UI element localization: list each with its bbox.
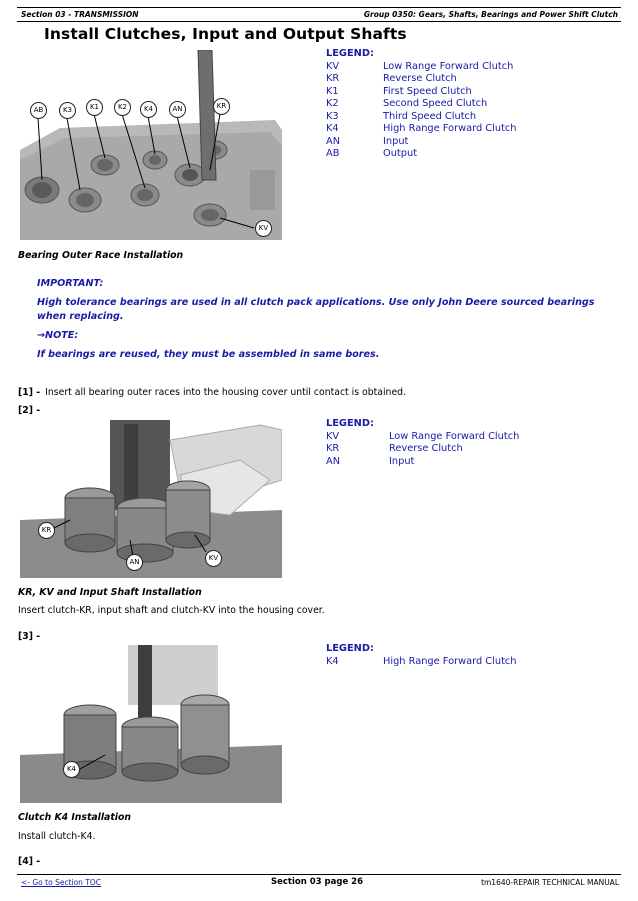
figure1-legend bbox=[326, 48, 517, 161]
callout-kv: KV bbox=[205, 550, 222, 567]
manual-name: tm1640-REPAIR TECHNICAL MANUAL bbox=[481, 878, 619, 887]
group-header: Group 0350: Gears, Shafts, Bearings and Power Shift Clutch bbox=[363, 10, 618, 19]
housing-cover-illustration bbox=[20, 50, 282, 240]
legend-title: LEGEND: bbox=[326, 418, 374, 429]
note-text: If bearings are reused, they must be assembled in same bores. bbox=[37, 349, 380, 360]
important-text-line1: High tolerance bearings are used in all clutch pack applications. Use only John Deere sourced bearings bbox=[37, 297, 595, 308]
figure1-photo bbox=[20, 50, 282, 240]
figure2-legend bbox=[326, 418, 519, 468]
legend-desc: Reverse Clutch bbox=[383, 73, 457, 84]
legend-row bbox=[326, 111, 517, 124]
legend-code: KV bbox=[326, 430, 340, 442]
legend-title: LEGEND: bbox=[326, 48, 374, 59]
section-header: Section 03 - TRANSMISSION bbox=[21, 10, 139, 19]
legend-row bbox=[326, 61, 517, 74]
legend-row bbox=[326, 123, 517, 136]
legend-row bbox=[326, 456, 519, 469]
step-text: Insert all bearing outer races into the housing cover until contact is obtained. bbox=[45, 387, 407, 398]
callout-k3: K3 bbox=[59, 102, 76, 119]
figure3-legend bbox=[326, 643, 517, 668]
legend-code: KR bbox=[326, 443, 340, 454]
figure2-text: Insert clutch-KR, input shaft and clutch-KV into the housing cover. bbox=[18, 605, 325, 616]
legend-code: AN bbox=[326, 135, 341, 147]
legend-desc: Input bbox=[383, 135, 409, 147]
callout-k1: K1 bbox=[86, 99, 103, 116]
callout-kr: KR bbox=[213, 98, 230, 115]
note-label: →NOTE: bbox=[37, 330, 79, 341]
callout-ab: AB bbox=[30, 102, 47, 119]
header-bottom-rule bbox=[17, 21, 621, 22]
legend-row bbox=[326, 148, 517, 161]
step-3-number: [3] - bbox=[18, 631, 41, 642]
figure3-caption: Clutch K4 Installation bbox=[18, 812, 131, 823]
legend-desc: Input bbox=[389, 455, 415, 467]
figure3-text: Install clutch-K4. bbox=[18, 831, 96, 842]
legend-desc: Second Speed Clutch bbox=[383, 98, 488, 109]
legend-code: KV bbox=[326, 60, 340, 72]
legend-row bbox=[326, 86, 517, 99]
legend-row bbox=[326, 656, 517, 669]
legend-title: LEGEND: bbox=[326, 643, 374, 654]
step-2-number: [2] - bbox=[18, 405, 41, 416]
footer-rule bbox=[17, 874, 621, 875]
callout-an: AN bbox=[126, 554, 143, 571]
figure1-caption: Bearing Outer Race Installation bbox=[18, 250, 184, 261]
callout-k4: K4 bbox=[63, 761, 80, 778]
legend-desc: High Range Forward Clutch bbox=[383, 655, 517, 667]
legend-code: K2 bbox=[326, 98, 339, 109]
legend-desc: Third Speed Clutch bbox=[383, 110, 477, 122]
legend-desc: First Speed Clutch bbox=[383, 85, 472, 97]
step-1 bbox=[18, 380, 406, 399]
legend-code: AB bbox=[326, 148, 340, 159]
page-number: Section 03 page 26 bbox=[271, 877, 363, 887]
header-top-rule bbox=[17, 7, 621, 8]
step-number: [1] - bbox=[18, 387, 41, 398]
callout-k2: K2 bbox=[114, 99, 131, 116]
figure3-photo bbox=[20, 645, 282, 803]
important-text-line2: when replacing. bbox=[37, 311, 124, 322]
legend-desc: Reverse Clutch bbox=[389, 443, 463, 454]
figure2-photo bbox=[20, 420, 282, 578]
clutch-install-illustration bbox=[20, 420, 282, 578]
legend-row bbox=[326, 98, 517, 111]
legend-desc: Output bbox=[383, 148, 418, 159]
clutch-k4-illustration bbox=[20, 645, 282, 803]
step-4-number: [4] - bbox=[18, 856, 41, 867]
legend-code: KR bbox=[326, 73, 340, 84]
page-title: Install Clutches, Input and Output Shafts bbox=[44, 25, 407, 43]
legend-desc: High Range Forward Clutch bbox=[383, 123, 517, 134]
figure2-caption: KR, KV and Input Shaft Installation bbox=[18, 587, 202, 598]
legend-row bbox=[326, 443, 519, 456]
legend-code: K1 bbox=[326, 85, 339, 97]
legend-code: K4 bbox=[326, 655, 339, 667]
legend-desc: Low Range Forward Clutch bbox=[383, 60, 514, 72]
callout-k4: K4 bbox=[140, 101, 157, 118]
legend-code: K3 bbox=[326, 110, 339, 122]
legend-row bbox=[326, 136, 517, 149]
legend-code: AN bbox=[326, 455, 341, 467]
callout-kv: KV bbox=[255, 220, 272, 237]
callout-kr: KR bbox=[38, 522, 55, 539]
legend-desc: Low Range Forward Clutch bbox=[389, 430, 520, 442]
important-label: IMPORTANT: bbox=[37, 278, 104, 289]
callout-an: AN bbox=[169, 101, 186, 118]
go-to-section-toc-link[interactable]: <- Go to Section TOC bbox=[21, 878, 102, 887]
legend-row bbox=[326, 431, 519, 444]
legend-code: K4 bbox=[326, 123, 339, 134]
legend-row bbox=[326, 73, 517, 86]
